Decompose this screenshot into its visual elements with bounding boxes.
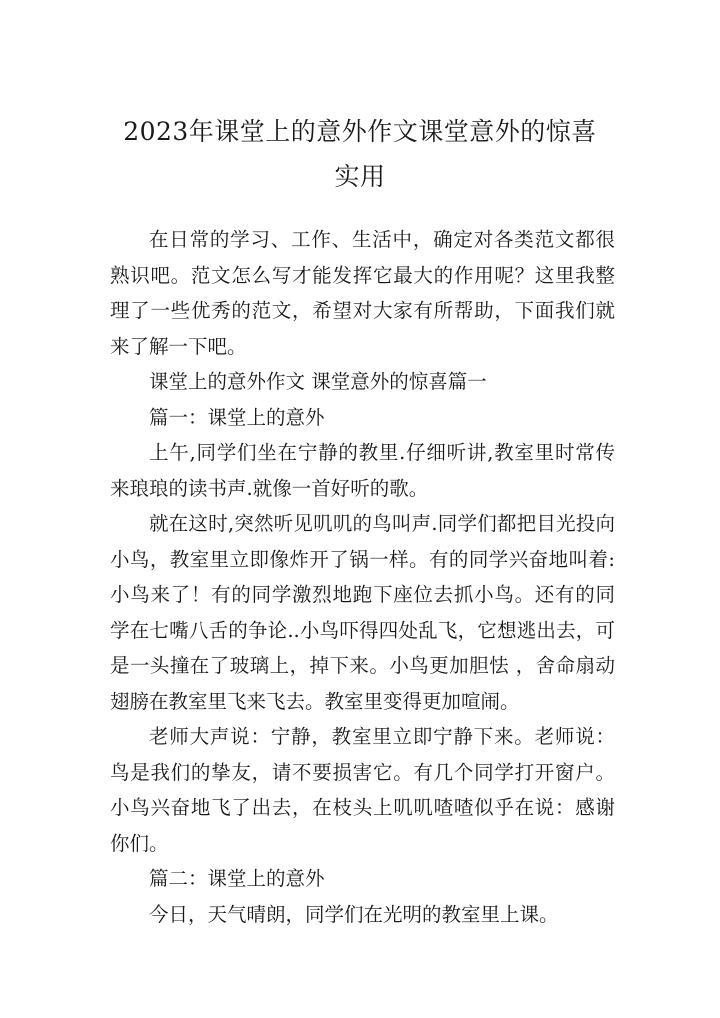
section-heading: 课堂上的意外作文 课堂意外的惊喜篇一 [149, 370, 487, 393]
document-body [110, 222, 615, 932]
subsection-heading-2: 篇二：课堂上的意外 [149, 867, 325, 890]
intro-paragraph: 在日常的学习、工作、生活中，确定对各类范文都很熟识吧。范文怎么写才能发挥它最大的作用呢？这里我整理了一些优秀的范文，希望对大家有所帮助，下面我们就来了解一下吧。 [110, 228, 615, 358]
body-paragraph: 就在这时,突然听见叽叽的鸟叫声.同学们都把目光投向小鸟，教室里立即像炸开了锅一样。有的同学兴奋地叫着:小鸟来了！有的同学激烈地跑下座位去抓小鸟。还有的同学在七嘴八舌的争论..小鸟吓得四处乱飞，它想逃出去，可是一头撞在了玻璃上，掉下来。小鸟更加胆怯 ，舍命扇动翅膀在教室里飞来飞去。教室里变得更加喧闹。 [110, 512, 615, 713]
subsection-heading-1: 篇一：课堂上的意外 [149, 405, 325, 429]
body-paragraph: 上午,同学们坐在宁静的教里.仔细听讲,教室里时常传来琅琅的读书声.就像一首好听的歌。 [110, 441, 615, 500]
document-title-line-2: 实用 [334, 162, 386, 191]
document-title-line-1: 2023年课堂上的意外作文课堂意外的惊喜 [123, 117, 597, 146]
body-paragraph: 今日，天气晴朗，同学们在光明的教室里上课。 [149, 902, 559, 926]
body-paragraph: 老师大声说：宁静，教室里立即宁静下来。老师说：鸟是我们的挚友，请不要损害它。有几个同学打开窗户。小鸟兴奋地飞了出去，在枝头上叽叽喳喳似乎在说：感谢你们。 [110, 725, 615, 855]
